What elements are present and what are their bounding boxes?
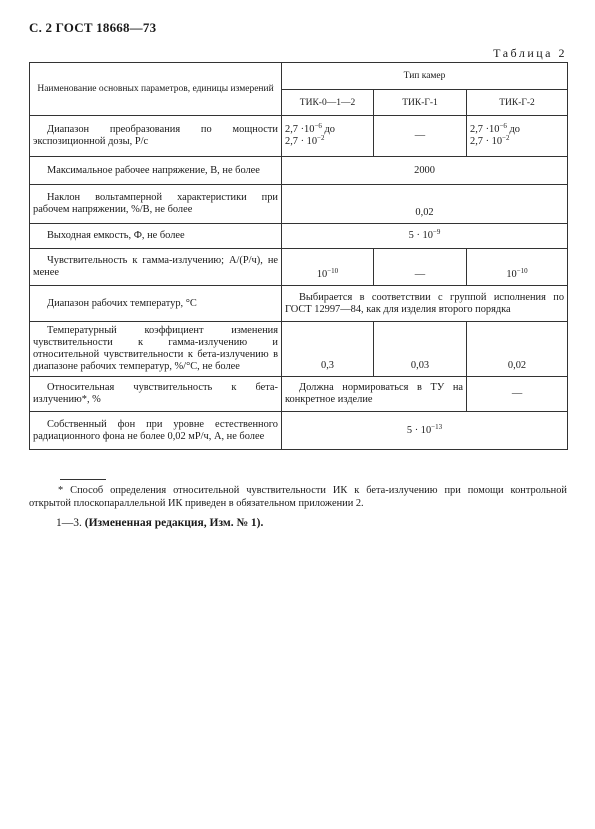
param-column-header: Наименование основных параметров, единицы измерений — [30, 63, 282, 116]
column-header-tik-g-1: ТИК-Г-1 — [374, 90, 467, 116]
cell-value: 0,3 — [282, 322, 374, 377]
row-name: Относительная чувствительность к бета-излучению*, % — [30, 377, 282, 412]
table-row — [30, 116, 568, 157]
row-name: Максимальное рабочее напряжение, В, не более — [30, 157, 282, 185]
footnote-separator — [60, 479, 106, 480]
row-name: Температурный коэффициент изменения чувствительности к гамма-излучению и относительной чувствительности к бета-излучению в диапазоне рабочих температур, %/°С, не более — [30, 322, 282, 377]
row-name: Выходная емкость, Ф, не более — [30, 224, 282, 249]
row-name: Диапазон рабочих температур, °С — [30, 286, 282, 322]
table-header-row-1 — [30, 63, 568, 90]
row-name: Чувствительность к гамма-излучению; А/(Р/ч), не менее — [30, 249, 282, 286]
column-header-tik-g-2: ТИК-Г-2 — [467, 90, 568, 116]
cell-value: 0,03 — [374, 322, 467, 377]
cell-value: 0,02 — [282, 185, 568, 224]
cell-value: — — [374, 116, 467, 157]
table-row — [30, 249, 568, 286]
table-caption: Таблица 2 — [493, 46, 567, 60]
cell-value: 0,02 — [467, 322, 568, 377]
cell-value: $5 \cdot 10^{-13}$ — [282, 412, 568, 450]
table-row — [30, 157, 568, 185]
cell-value: Выбирается в соответствии с группой исполнения по ГОСТ 12997—84, как для изделия второго порядка — [282, 286, 568, 322]
cell-value: $5 \cdot 10^{-9}$ — [282, 224, 568, 249]
column-header-tik-0-1-2: ТИК-0—1—2 — [282, 90, 374, 116]
table-row — [30, 224, 568, 249]
footnote: * Способ определения относительной чувствительности ИК к бета-излучению при помощи контрольной открытой плоскопараллельной ИК приведен в обязательном приложении 2. — [29, 485, 567, 509]
parameters-table — [29, 62, 568, 450]
table-row — [30, 322, 568, 377]
cell-value: — — [374, 249, 467, 286]
cell-value: Должна нормироваться в ТУ на конкретное изделие — [282, 377, 467, 412]
row-name: Диапазон преобразования по мощности экспозиционной дозы, Р/с — [30, 116, 282, 157]
cell-value: $10^{-10}$ — [467, 249, 568, 286]
chamber-type-header: Тип камер — [282, 63, 568, 90]
cell-value: 2000 — [282, 157, 568, 185]
page-header: С. 2 ГОСТ 18668—73 — [29, 20, 157, 35]
amendment-note: 1—3. (Измененная редакция, Изм. № 1). — [56, 517, 264, 529]
table-row — [30, 286, 568, 322]
table-row — [30, 185, 568, 224]
table-row — [30, 412, 568, 450]
cell-value: — — [467, 377, 568, 412]
cell-value: $2,7 \cdot 10^{-6}$ до $2,7 \cdot 10^{-2}$ — [467, 116, 568, 157]
table-row — [30, 377, 568, 412]
row-name: Наклон вольтамперной характеристики при рабочем напряжении, %/В, не более — [30, 185, 282, 224]
row-name: Собственный фон при уровне естественного радиационного фона не более 0,02 мР/ч, А, не более — [30, 412, 282, 450]
cell-value: $10^{-10}$ — [282, 249, 374, 286]
cell-value: $2,7 \cdot 10^{-6}$ до $2,7 \cdot 10^{-2}$ — [282, 116, 374, 157]
